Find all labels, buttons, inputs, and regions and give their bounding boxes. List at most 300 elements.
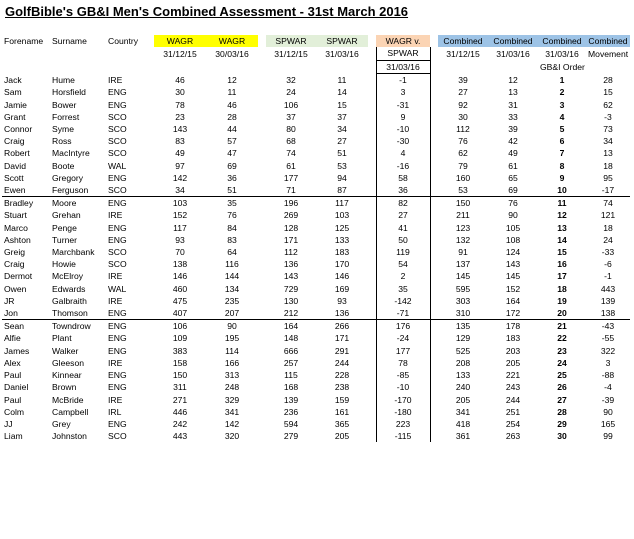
cell-country: SCO bbox=[108, 259, 127, 270]
cell-combined-1: 123 bbox=[455, 222, 471, 233]
cell-spwar-1: 71 bbox=[286, 185, 296, 196]
cell-wagr-2: 28 bbox=[227, 111, 237, 122]
cell-gbi-order: 18 bbox=[557, 283, 567, 294]
cell-combined-1: 525 bbox=[455, 345, 471, 356]
cell-combined-1: 341 bbox=[455, 406, 471, 417]
cell-forename: JR bbox=[4, 295, 15, 306]
table-row bbox=[2, 74, 630, 87]
cell-wagr-2: 235 bbox=[224, 295, 240, 306]
cell-country: SCO bbox=[108, 185, 127, 196]
cell-surname: Grey bbox=[52, 418, 71, 429]
cell-wagr-1: 142 bbox=[172, 172, 188, 183]
cell-surname: Ross bbox=[52, 136, 72, 147]
cell-wagr-v-spwar: -142 bbox=[376, 295, 430, 307]
header-date-combined-2: 31/03/16 bbox=[496, 48, 530, 59]
cell-combined-1: 205 bbox=[455, 394, 471, 405]
table-row bbox=[2, 147, 630, 159]
cell-wagr-1: 70 bbox=[175, 247, 185, 258]
cell-gbi-order: 14 bbox=[557, 234, 567, 245]
cell-movement: 13 bbox=[603, 148, 613, 159]
table-row bbox=[2, 320, 630, 333]
cell-country: ENG bbox=[108, 234, 127, 245]
cell-movement: 15 bbox=[603, 87, 613, 98]
header-country: Country bbox=[108, 36, 139, 46]
cell-combined-2: 254 bbox=[505, 418, 521, 429]
cell-surname: Towndrow bbox=[50, 320, 106, 333]
cell-surname: Gleeson bbox=[52, 357, 85, 368]
cell-wagr-1: 109 bbox=[172, 333, 188, 344]
cell-gbi-order: 4 bbox=[559, 111, 565, 122]
cell-movement: 99 bbox=[603, 431, 613, 442]
cell-spwar-2: 169 bbox=[334, 283, 350, 294]
cell-combined-2: 124 bbox=[505, 247, 521, 258]
cell-combined-2: 145 bbox=[505, 271, 521, 282]
cell-combined-2: 251 bbox=[505, 406, 521, 417]
cell-country: SCO bbox=[108, 431, 127, 442]
header-wagr-v: WAGR v. bbox=[376, 35, 430, 47]
cell-spwar-1: 196 bbox=[266, 197, 316, 210]
cell-movement: 34 bbox=[603, 136, 613, 147]
cell-spwar-1: 24 bbox=[286, 87, 296, 98]
cell-spwar-2: 125 bbox=[334, 222, 350, 233]
cell-surname: Turner bbox=[52, 234, 77, 245]
cell-spwar-2: 93 bbox=[337, 295, 347, 306]
table-row bbox=[2, 332, 630, 344]
cell-wagr-v-spwar: -16 bbox=[376, 160, 430, 172]
cell-wagr-v-spwar: 50 bbox=[376, 234, 430, 246]
cell-country: ENG bbox=[108, 370, 127, 381]
cell-wagr-1: 143 bbox=[172, 124, 188, 135]
cell-country: IRL bbox=[108, 406, 122, 417]
cell-surname: Galbraith bbox=[52, 295, 87, 306]
table-row bbox=[2, 172, 630, 184]
cell-wagr-1: 78 bbox=[175, 99, 185, 110]
cell-combined-1: 76 bbox=[458, 136, 468, 147]
cell-combined-1: 211 bbox=[456, 210, 470, 221]
cell-movement: 90 bbox=[603, 406, 613, 417]
cell-forename: JJ bbox=[4, 418, 13, 429]
header-date-vs: 31/03/16 bbox=[376, 60, 430, 73]
cell-spwar-1: 115 bbox=[284, 370, 298, 381]
cell-forename: Stuart bbox=[4, 210, 27, 221]
cell-wagr-2: 11 bbox=[227, 87, 237, 98]
header-wagr-2: WAGR bbox=[206, 35, 258, 47]
cell-gbi-order: 5 bbox=[559, 124, 565, 135]
cell-combined-2: 263 bbox=[505, 431, 521, 442]
header-date-spwar-1: 31/12/15 bbox=[274, 48, 308, 59]
cell-spwar-2: 171 bbox=[334, 333, 350, 344]
table-row bbox=[2, 418, 630, 430]
cell-spwar-1: 168 bbox=[283, 382, 299, 393]
header-spwar-1: SPWAR bbox=[266, 35, 316, 47]
cell-forename: Marco bbox=[4, 222, 28, 233]
cell-spwar-1: 212 bbox=[283, 308, 299, 319]
cell-spwar-1: 106 bbox=[283, 99, 299, 110]
cell-combined-2: 178 bbox=[488, 320, 538, 333]
cell-country: ENG bbox=[108, 345, 127, 356]
cell-movement: -17 bbox=[601, 185, 615, 196]
cell-movement: 443 bbox=[600, 283, 616, 294]
cell-spwar-1: 236 bbox=[283, 406, 299, 417]
cell-spwar-1: 164 bbox=[266, 320, 316, 333]
cell-wagr-1: 242 bbox=[172, 418, 188, 429]
cell-spwar-1: 729 bbox=[283, 283, 299, 294]
cell-forename: Bradley bbox=[2, 197, 50, 210]
cell-wagr-1: 93 bbox=[175, 234, 185, 245]
cell-spwar-2: 170 bbox=[334, 259, 350, 270]
cell-wagr-2: 44 bbox=[227, 124, 237, 135]
cell-country: SCO bbox=[108, 136, 127, 147]
cell-country: IRE bbox=[108, 271, 123, 282]
cell-wagr-2: 142 bbox=[224, 418, 240, 429]
cell-forename: Paul bbox=[4, 370, 22, 381]
cell-forename: Craig bbox=[4, 136, 25, 147]
cell-spwar-2: 205 bbox=[334, 431, 350, 442]
cell-wagr-2: 84 bbox=[227, 222, 237, 233]
cell-wagr-2: 134 bbox=[224, 283, 240, 294]
cell-spwar-2: 94 bbox=[337, 172, 347, 183]
cell-wagr-v-spwar: -85 bbox=[376, 369, 430, 381]
cell-spwar-2: 103 bbox=[334, 210, 350, 221]
cell-wagr-v-spwar: 3 bbox=[376, 86, 430, 98]
table-row bbox=[2, 406, 630, 418]
cell-wagr-2: 341 bbox=[224, 406, 240, 417]
cell-combined-2: 42 bbox=[508, 136, 518, 147]
cell-gbi-order: 23 bbox=[557, 345, 567, 356]
cell-wagr-1: 83 bbox=[175, 136, 185, 147]
cell-country: ENG bbox=[106, 320, 154, 333]
table-row bbox=[2, 209, 630, 221]
cell-wagr-v-spwar: 78 bbox=[376, 357, 430, 369]
table-row bbox=[2, 258, 630, 270]
cell-forename: Jon bbox=[4, 308, 18, 319]
cell-combined-2: 205 bbox=[505, 357, 521, 368]
cell-combined-1: 303 bbox=[455, 295, 471, 306]
cell-surname: Plant bbox=[52, 333, 72, 344]
cell-country: ENG bbox=[108, 172, 127, 183]
cell-surname: Edwards bbox=[52, 283, 86, 294]
cell-spwar-1: 171 bbox=[283, 234, 299, 245]
cell-wagr-v-spwar: -30 bbox=[376, 135, 430, 147]
cell-wagr-2: 76 bbox=[227, 210, 237, 221]
cell-wagr-v-spwar: 176 bbox=[376, 320, 430, 333]
cell-combined-2: 12 bbox=[508, 74, 518, 85]
cell-wagr-1: 106 bbox=[154, 320, 206, 333]
cell-wagr-2: 207 bbox=[224, 308, 240, 319]
cell-surname: McBride bbox=[52, 394, 84, 405]
cell-surname: Kinnear bbox=[52, 370, 82, 381]
cell-movement: -3 bbox=[604, 111, 612, 122]
cell-spwar-2: 117 bbox=[316, 197, 368, 210]
header-date-wagr-1: 31/12/15 bbox=[163, 48, 197, 59]
cell-movement: 62 bbox=[603, 99, 613, 110]
cell-wagr-2: 35 bbox=[206, 197, 258, 210]
table-row bbox=[2, 345, 630, 357]
cell-wagr-2: 46 bbox=[227, 99, 237, 110]
cell-wagr-v-spwar: 35 bbox=[376, 283, 430, 295]
cell-combined-2: 69 bbox=[508, 185, 518, 196]
cell-wagr-1: 103 bbox=[154, 197, 206, 210]
cell-combined-2: 243 bbox=[505, 382, 521, 393]
cell-gbi-order: 27 bbox=[557, 394, 567, 405]
cell-movement: -55 bbox=[601, 333, 615, 344]
cell-combined-1: 129 bbox=[455, 333, 471, 344]
cell-wagr-1: 30 bbox=[175, 87, 185, 98]
cell-wagr-1: 23 bbox=[175, 111, 185, 122]
cell-movement: 28 bbox=[603, 74, 613, 85]
cell-country: IRE bbox=[108, 295, 123, 306]
cell-wagr-2: 195 bbox=[224, 333, 240, 344]
cell-combined-2: 183 bbox=[505, 333, 521, 344]
cell-spwar-2: 183 bbox=[334, 247, 350, 258]
cell-gbi-order: 25 bbox=[557, 370, 567, 381]
cell-gbi-order: 6 bbox=[559, 136, 565, 147]
cell-country: ENG bbox=[106, 197, 154, 210]
cell-wagr-v-spwar: -10 bbox=[376, 381, 430, 393]
cell-combined-1: 361 bbox=[455, 431, 471, 442]
cell-forename: Jack bbox=[4, 74, 22, 85]
cell-combined-1: 91 bbox=[458, 247, 468, 258]
cell-surname: Syme bbox=[52, 124, 74, 135]
cell-spwar-1: 74 bbox=[286, 148, 296, 159]
cell-gbi-order: 11 bbox=[538, 197, 586, 210]
cell-combined-2: 13 bbox=[508, 87, 518, 98]
cell-spwar-2: 51 bbox=[337, 148, 347, 159]
cell-forename: Jamie bbox=[4, 99, 27, 110]
header-date-wagr-2: 30/03/16 bbox=[215, 48, 249, 59]
cell-wagr-v-spwar: 36 bbox=[376, 184, 430, 197]
cell-movement: -39 bbox=[601, 394, 615, 405]
cell-wagr-v-spwar: 4 bbox=[376, 147, 430, 159]
cell-combined-1: 53 bbox=[458, 185, 468, 196]
cell-combined-2: 152 bbox=[505, 283, 521, 294]
cell-combined-2: 65 bbox=[508, 172, 518, 183]
cell-movement: 165 bbox=[600, 418, 616, 429]
cell-wagr-2: 166 bbox=[224, 357, 240, 368]
table-row bbox=[2, 111, 630, 123]
cell-spwar-2: 87 bbox=[337, 185, 347, 196]
cell-wagr-v-spwar: 27 bbox=[376, 209, 430, 221]
table-row bbox=[2, 295, 630, 307]
cell-gbi-order: 21 bbox=[538, 320, 586, 333]
cell-surname: Ferguson bbox=[52, 185, 89, 196]
cell-combined-1: 132 bbox=[455, 234, 471, 245]
cell-country: ENG bbox=[108, 222, 127, 233]
cell-wagr-2: 12 bbox=[227, 74, 237, 85]
cell-combined-1: 418 bbox=[455, 418, 471, 429]
table-row bbox=[2, 160, 630, 172]
cell-wagr-2: 69 bbox=[227, 160, 237, 171]
cell-country: WAL bbox=[108, 283, 127, 294]
cell-gbi-order: 30 bbox=[557, 431, 567, 442]
cell-combined-1: 92 bbox=[458, 99, 468, 110]
cell-surname: Horsfield bbox=[52, 87, 86, 98]
table-row bbox=[2, 99, 630, 111]
cell-wagr-1: 117 bbox=[173, 222, 187, 233]
cell-gbi-order: 13 bbox=[557, 222, 567, 233]
cell-wagr-1: 152 bbox=[172, 210, 188, 221]
cell-country: ENG bbox=[108, 99, 127, 110]
cell-spwar-1: 136 bbox=[283, 259, 299, 270]
cell-country: SCO bbox=[108, 247, 127, 258]
cell-movement: 3 bbox=[605, 357, 611, 368]
header-date-combined-1: 31/12/15 bbox=[446, 48, 480, 59]
cell-combined-1: 208 bbox=[455, 357, 471, 368]
table-row bbox=[2, 369, 630, 381]
cell-country: IRE bbox=[108, 357, 123, 368]
cell-spwar-2: 266 bbox=[316, 320, 368, 333]
cell-gbi-order: 1 bbox=[559, 74, 565, 85]
cell-surname: McElroy bbox=[52, 271, 84, 282]
cell-spwar-1: 594 bbox=[283, 418, 299, 429]
cell-movement: 18 bbox=[603, 160, 613, 171]
cell-country: ENG bbox=[108, 308, 127, 319]
cell-combined-2: 61 bbox=[508, 160, 518, 171]
table-row bbox=[2, 234, 630, 246]
header-combined-3: Combined bbox=[538, 35, 586, 47]
cell-wagr-1: 146 bbox=[172, 271, 188, 282]
cell-forename: Scott bbox=[4, 172, 24, 183]
cell-spwar-1: 112 bbox=[284, 247, 298, 258]
cell-wagr-v-spwar: 223 bbox=[376, 418, 430, 430]
cell-wagr-1: 460 bbox=[172, 283, 188, 294]
cell-combined-1: 27 bbox=[458, 87, 468, 98]
cell-forename: Greig bbox=[4, 247, 26, 258]
cell-combined-2: 108 bbox=[505, 234, 521, 245]
cell-wagr-v-spwar: 82 bbox=[376, 197, 430, 210]
cell-wagr-1: 407 bbox=[172, 308, 188, 319]
cell-wagr-1: 446 bbox=[172, 406, 188, 417]
cell-combined-2: 172 bbox=[505, 308, 521, 319]
cell-country: SCO bbox=[108, 111, 127, 122]
cell-combined-1: 135 bbox=[438, 320, 488, 333]
table-row bbox=[2, 394, 630, 406]
cell-gbi-order: 26 bbox=[557, 382, 567, 393]
cell-surname: Penge bbox=[52, 222, 77, 233]
cell-forename: Owen bbox=[4, 283, 27, 294]
cell-movement: 24 bbox=[603, 234, 613, 245]
cell-movement: 138 bbox=[600, 308, 616, 319]
cell-wagr-v-spwar: 58 bbox=[376, 172, 430, 184]
cell-combined-2: 164 bbox=[505, 295, 521, 306]
cell-gbi-order: 7 bbox=[559, 148, 565, 159]
cell-country: IRE bbox=[108, 74, 123, 85]
cell-wagr-1: 443 bbox=[172, 431, 188, 442]
cell-wagr-1: 271 bbox=[172, 394, 188, 405]
cell-forename: Dermot bbox=[4, 271, 33, 282]
cell-spwar-1: 128 bbox=[283, 222, 299, 233]
cell-gbi-order: 22 bbox=[557, 333, 567, 344]
cell-spwar-2: 244 bbox=[334, 357, 350, 368]
cell-movement: 121 bbox=[600, 210, 616, 221]
cell-forename: Connor bbox=[4, 124, 33, 135]
cell-surname: Moore bbox=[50, 197, 106, 210]
cell-spwar-1: 269 bbox=[283, 210, 299, 221]
table-row bbox=[2, 430, 630, 442]
cell-spwar-1: 666 bbox=[283, 345, 299, 356]
cell-movement: 74 bbox=[586, 197, 630, 210]
cell-movement: -1 bbox=[604, 271, 612, 282]
cell-wagr-1: 97 bbox=[175, 160, 185, 171]
cell-spwar-1: 68 bbox=[286, 136, 296, 147]
cell-spwar-2: 37 bbox=[337, 111, 347, 122]
cell-spwar-2: 161 bbox=[334, 406, 350, 417]
cell-combined-2: 76 bbox=[488, 197, 538, 210]
cell-movement: 18 bbox=[603, 222, 613, 233]
table-row bbox=[2, 86, 630, 98]
cell-surname: Marchbank bbox=[52, 247, 95, 258]
cell-spwar-1: 177 bbox=[283, 172, 299, 183]
cell-country: IRE bbox=[108, 210, 123, 221]
cell-spwar-1: 37 bbox=[286, 111, 296, 122]
cell-combined-1: 240 bbox=[455, 382, 471, 393]
cell-combined-2: 49 bbox=[508, 148, 518, 159]
assessment-table bbox=[2, 35, 630, 442]
header-combined-1: Combined bbox=[438, 35, 488, 47]
cell-combined-1: 112 bbox=[456, 124, 470, 135]
table-row bbox=[2, 283, 630, 295]
cell-forename: James bbox=[4, 345, 30, 356]
cell-wagr-2: 57 bbox=[227, 136, 237, 147]
cell-wagr-2: 329 bbox=[224, 394, 240, 405]
cell-forename: Daniel bbox=[4, 382, 29, 393]
cell-spwar-1: 279 bbox=[283, 431, 299, 442]
cell-wagr-1: 311 bbox=[173, 382, 187, 393]
cell-country: ENG bbox=[108, 418, 127, 429]
cell-combined-2: 90 bbox=[508, 210, 518, 221]
header-spwar-2: SPWAR bbox=[316, 35, 368, 47]
table-row bbox=[2, 246, 630, 258]
cell-forename: Liam bbox=[4, 431, 23, 442]
cell-spwar-1: 32 bbox=[286, 74, 296, 85]
cell-country: WAL bbox=[108, 160, 127, 171]
cell-wagr-2: 51 bbox=[227, 185, 237, 196]
cell-country: SCO bbox=[108, 148, 127, 159]
cell-wagr-v-spwar: 41 bbox=[376, 222, 430, 234]
cell-surname: Gregory bbox=[52, 172, 84, 183]
cell-movement: -88 bbox=[601, 370, 615, 381]
cell-spwar-2: 228 bbox=[334, 370, 350, 381]
cell-movement: 73 bbox=[603, 124, 613, 135]
table-row bbox=[2, 270, 630, 282]
cell-wagr-v-spwar: -115 bbox=[376, 430, 430, 442]
cell-spwar-1: 130 bbox=[283, 295, 299, 306]
cell-spwar-2: 365 bbox=[334, 418, 350, 429]
table-row bbox=[2, 307, 630, 320]
cell-surname: Howie bbox=[52, 259, 76, 270]
cell-gbi-order: 10 bbox=[557, 185, 567, 196]
cell-combined-1: 133 bbox=[455, 370, 471, 381]
cell-forename: Ashton bbox=[4, 234, 31, 245]
cell-wagr-v-spwar: -180 bbox=[376, 406, 430, 418]
cell-combined-2: 244 bbox=[505, 394, 521, 405]
table-row bbox=[2, 184, 630, 197]
cell-wagr-2: 320 bbox=[224, 431, 240, 442]
cell-wagr-v-spwar: -24 bbox=[376, 332, 430, 344]
header-forename: Forename bbox=[4, 36, 44, 46]
cell-wagr-1: 138 bbox=[172, 259, 188, 270]
cell-gbi-order: 16 bbox=[557, 259, 567, 270]
cell-wagr-v-spwar: -31 bbox=[376, 99, 430, 111]
cell-gbi-order: 9 bbox=[559, 172, 565, 183]
cell-forename: Alex bbox=[4, 357, 21, 368]
cell-spwar-2: 27 bbox=[337, 136, 347, 147]
table-row bbox=[2, 123, 630, 135]
cell-combined-2: 221 bbox=[505, 370, 521, 381]
cell-wagr-1: 46 bbox=[175, 74, 185, 85]
cell-spwar-1: 143 bbox=[283, 271, 299, 282]
cell-combined-2: 33 bbox=[508, 111, 518, 122]
